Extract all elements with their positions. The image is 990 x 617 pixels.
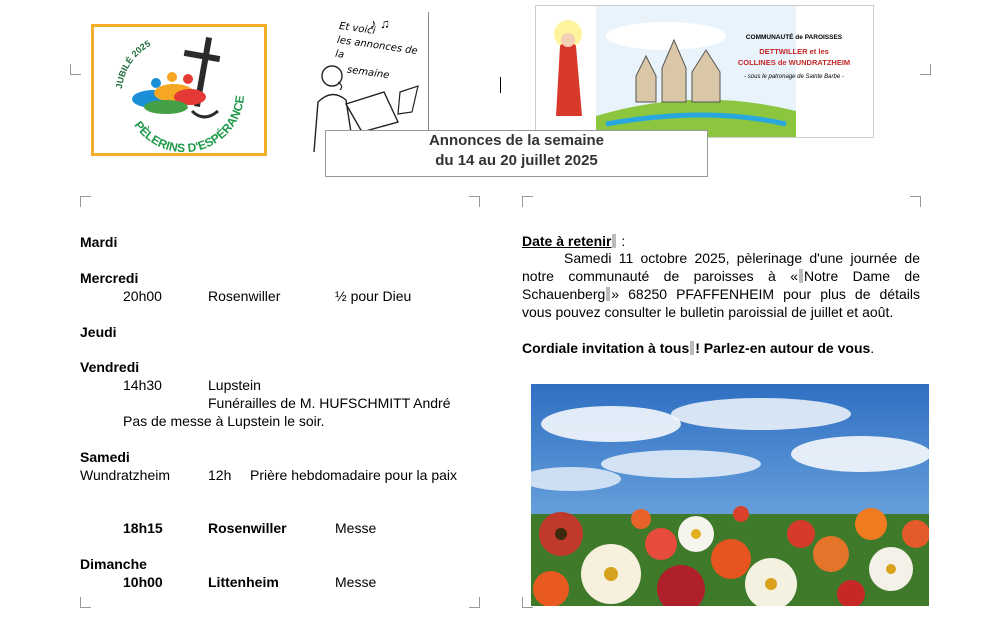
dimanche-time: 10h00 [123,574,163,590]
text-cursor [500,77,501,93]
format-mark [612,234,616,248]
dimanche-event: Messe [335,574,377,590]
parish-name-2: COLLINES de WUNDRATZHEIM [737,58,851,67]
day-heading-samedi: Samedi [80,449,130,465]
page-title: Annonces de la semaine [428,132,605,149]
crop-mark [910,196,921,207]
parish-patron: - sous le patronage de Sainte Barbe - [744,74,844,80]
vendredi-note: Pas de messe à Lupstein le soir. [123,413,325,429]
day-heading-jeudi: Jeudi [80,324,117,340]
samedi2-place: Rosenwiller [208,520,287,536]
parish-logo [535,5,874,138]
crop-mark [469,196,480,207]
day-heading-vendredi: Vendredi [80,359,140,375]
logo-line-1: Et voici [338,20,377,37]
crop-mark [920,64,931,75]
svg-text:JUBILÉ 2025: JUBILÉ 2025 [114,38,153,90]
date-heading [522,232,625,250]
pilgrimage-text-b: Notre Dame de Schauenberg [522,268,920,302]
vendredi-event: Funérailles de M. HUFSCHMITT André [208,395,451,411]
invite-text-a: Cordiale invitation à tous [522,340,690,356]
jubilee-logo-icon [94,27,264,153]
parish-community-label: COMMUNAUTÉ de PAROISSES [745,34,843,41]
vendredi-place: Lupstein [208,377,261,393]
jubilee-logo [91,24,267,156]
vendredi-time: 14h30 [123,377,162,393]
mercredi-event: ½ pour Dieu [335,288,412,304]
parish-name-1: DETTWILLER et les [759,47,829,56]
date-colon: : [617,233,626,249]
date-label: Date à retenir [522,233,612,249]
crop-mark [80,597,91,608]
format-mark [606,287,610,301]
pilgrimage-text-a: Samedi 11 octobre 2025, pèlerinage d'une journée de notre communauté de paroisses à « [522,250,920,284]
title-box [325,130,708,177]
day-heading-mercredi: Mercredi [80,270,139,286]
mercredi-time: 20h00 [123,288,162,304]
crop-mark [469,597,480,608]
crop-mark [80,196,91,207]
samedi-time: 12h [208,467,232,483]
invite-text-b: ! Parlez-en autour de vous [695,340,871,356]
svg-text:PÈLERINS D'ESPÉRANCE: PÈLERINS D'ESPÉRANCE [131,94,248,153]
samedi2-event: Messe [335,520,377,536]
mercredi-place: Rosenwiller [208,288,281,304]
invite-text-c: . [870,340,875,356]
logo-line-2: les annonces de la [334,34,419,61]
samedi2-time: 18h15 [123,520,163,536]
format-mark [799,269,803,283]
dimanche-place: Littenheim [208,574,279,590]
invitation-line [522,339,874,357]
logo-line-3: semaine [346,64,390,82]
day-heading-mardi: Mardi [80,234,118,250]
pilgrimage-paragraph [522,249,920,321]
music-note-icon: ♪ ♫ [370,16,390,31]
crop-mark [70,64,81,75]
samedi-event: Prière hebdomadaire pour la paix [250,467,458,483]
flower-field-photo [531,384,929,606]
crop-mark [522,196,533,207]
pilgrimage-text-c: » 68250 PFAFFENHEIM pour plus de détails vous pouvez consulter le bulletin paroissial de juillet et août. [522,286,920,320]
samedi-place: Wundratzheim [80,467,171,483]
flower-field-image [531,384,929,606]
format-mark [690,341,694,355]
page-subtitle: du 14 au 20 juillet 2025 [435,152,598,169]
day-heading-dimanche: Dimanche [80,556,147,572]
